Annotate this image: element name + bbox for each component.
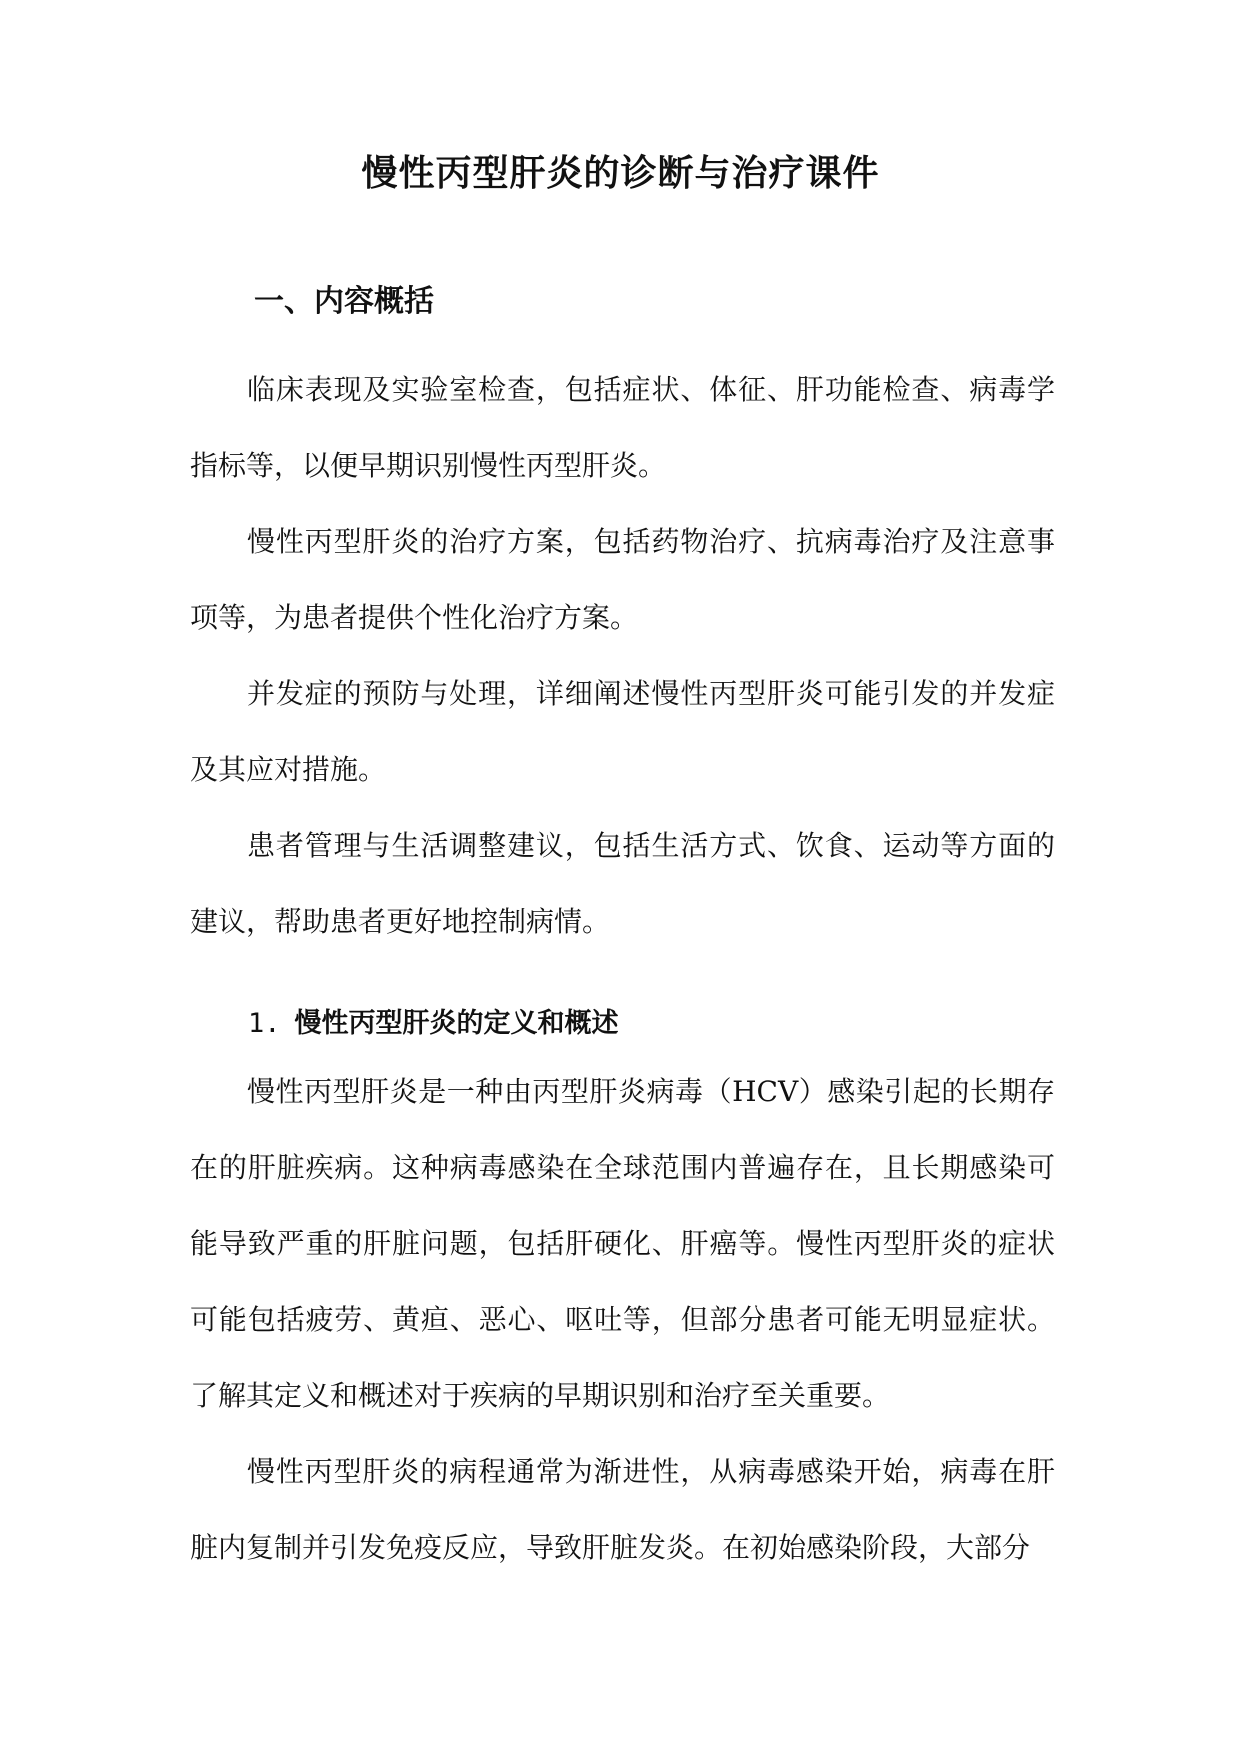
summary-paragraph-management: 患者管理与生活调整建议，包括生活方式、饮食、运动等方面的建议，帮助患者更好地控制病情。 [190,829,1055,938]
disease-course-paragraph: 慢性丙型肝炎的病程通常为渐进性，从病毒感染开始，病毒在肝脏内复制并引发免疫反应，导致肝脏发炎。在初始感染阶段，大部分 [190,1455,1055,1564]
subsection-number: 1. [248,1008,281,1039]
section-heading: 一、内容概括 [254,284,434,319]
subsection-heading [248,1006,619,1042]
summary-paragraph-treatment: 慢性丙型肝炎的治疗方案，包括药物治疗、抗病毒治疗及注意事项等，为患者提供个性化治疗方案。 [190,525,1055,634]
document-title: 慢性丙型肝炎的诊断与治疗课件 [361,153,880,194]
summary-paragraph-complications: 并发症的预防与处理，详细阐述慢性丙型肝炎可能引发的并发症及其应对措施。 [190,677,1055,786]
summary-paragraph-clinical: 临床表现及实验室检查，包括症状、体征、肝功能检查、病毒学指标等，以便早期识别慢性丙型肝炎。 [190,373,1055,482]
definition-paragraph: 慢性丙型肝炎是一种由丙型肝炎病毒（HCV）感染引起的长期存在的肝脏疾病。这种病毒感染在全球范围内普遍存在，且长期感染可能导致严重的肝脏问题，包括肝硬化、肝癌等。慢性丙型肝炎的症状可能包括疲劳、黄疸、恶心、呕吐等，但部分患者可能无明显症状。了解其定义和概述对于疾病的早期识别和治疗至关重要。 [190,1075,1055,1412]
subsection-title: 慢性丙型肝炎的定义和概述 [294,1008,619,1039]
